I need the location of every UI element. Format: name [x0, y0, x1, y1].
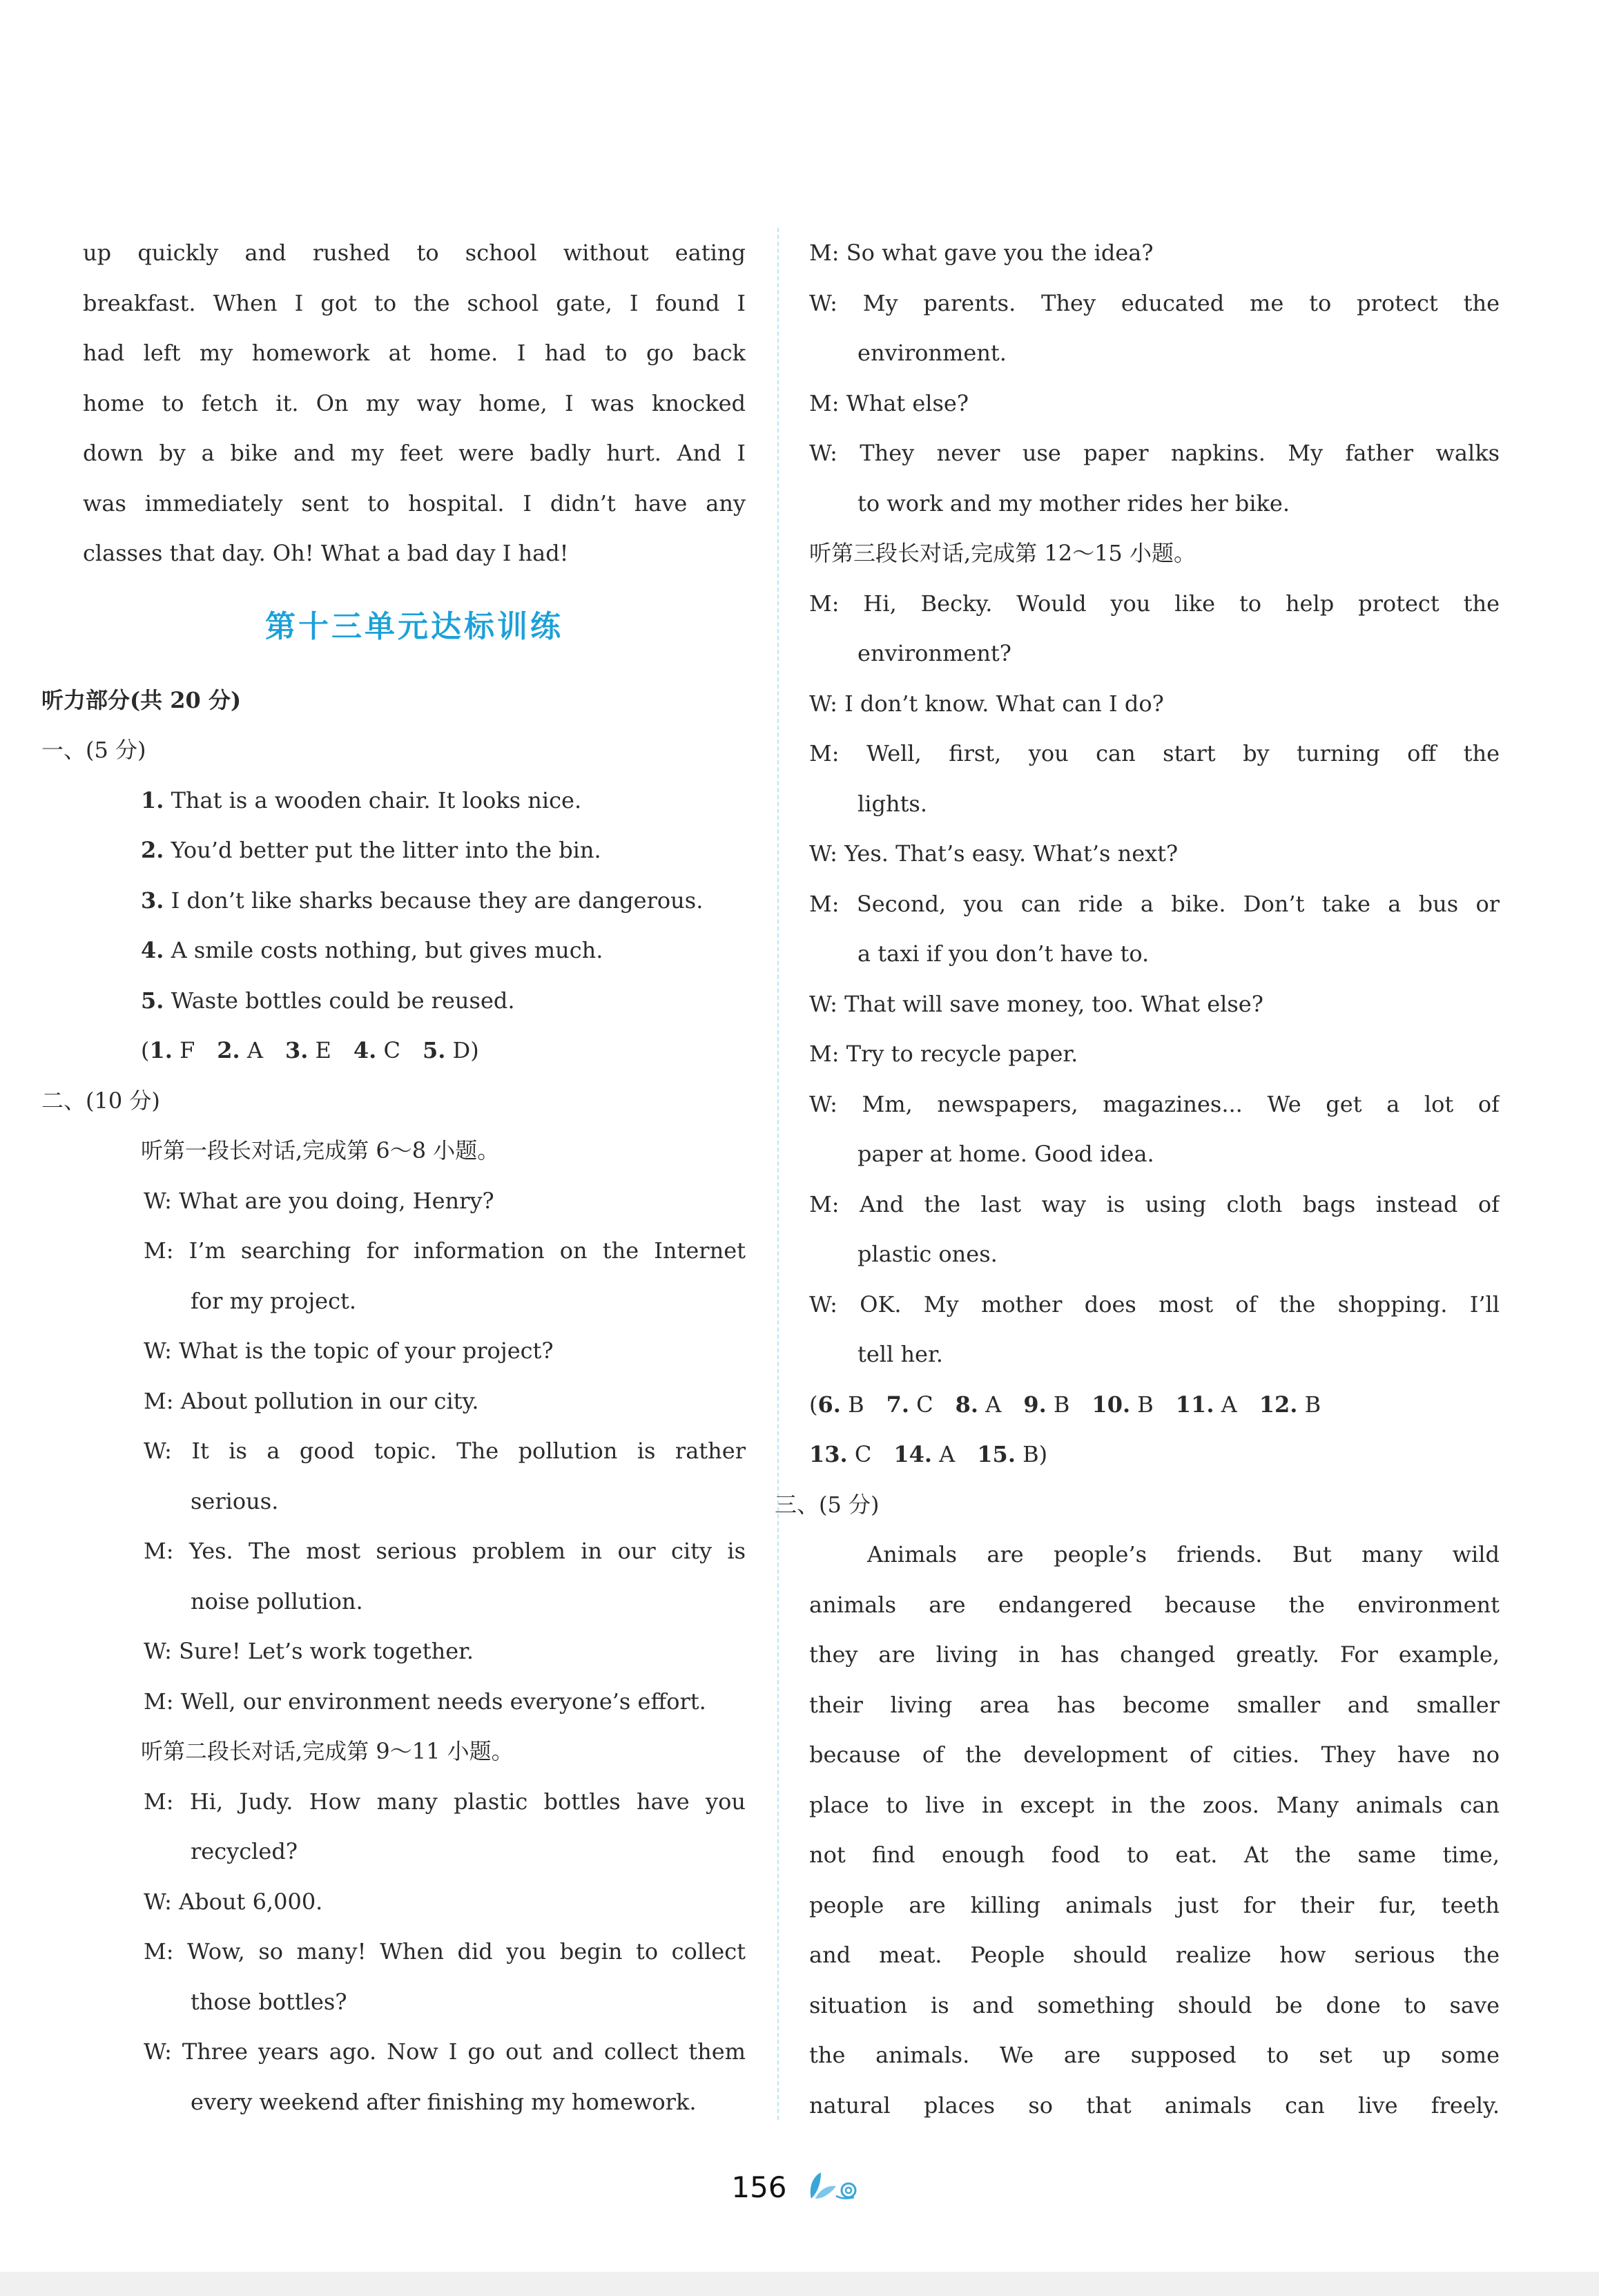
item-text: I don’t like sharks because they are dangerous. [171, 887, 704, 914]
dialogue-turn: W: That will save money, too. What else? [809, 990, 1263, 1017]
dialogue-2-left [83, 1777, 746, 2128]
column-divider [777, 228, 779, 2120]
answer-number: 10. [1092, 1391, 1131, 1418]
page-footer [0, 2168, 1599, 2206]
dialogue-continuation: noise pollution. [191, 1588, 363, 1614]
dialogue-continuation: plastic ones. [857, 1241, 998, 1267]
passage-line: situation is and something should be done to save [809, 1991, 1500, 2018]
listening-item [83, 976, 746, 1026]
answer-number: 14. [893, 1441, 932, 1467]
left-column [41, 228, 746, 2127]
dialogue-continuation: those bottles? [191, 1988, 347, 2015]
dialogue-continuation: for my project. [191, 1287, 357, 1314]
answer-letter: A [985, 1391, 1002, 1418]
passage-line: not find enough food to eat. At the same time, [809, 1842, 1500, 1868]
dialogue-continuation: serious. [191, 1487, 279, 1514]
passage-line: because of the development of cities. They have no [809, 1742, 1500, 1768]
dialogue-turn: W: I don’t know. What can I do? [809, 690, 1164, 717]
intro-line: classes that day. Oh! What a bad day I had! [83, 540, 569, 566]
page-number: 156 [731, 2170, 787, 2204]
answer-letter: A [246, 1037, 263, 1063]
dialogue-turn: M: Well, first, you can start by turning off the [809, 740, 1500, 766]
answer-letter: B [1053, 1391, 1070, 1418]
passage-line: the animals. We are supposed to set up some [809, 2042, 1500, 2068]
answer-letter: B [848, 1391, 864, 1418]
answer-letter: A [1221, 1391, 1237, 1418]
dialogue-turn: W: What are you doing, Henry? [144, 1187, 494, 1214]
answer-letter: F [180, 1037, 195, 1063]
dialogue-continuation: environment. [857, 340, 1007, 366]
dialogue-turn: W: Mm, newspapers, magazines... We get a lot of [809, 1090, 1500, 1117]
answer-letter: C [383, 1037, 400, 1063]
item-number: 4. [141, 937, 164, 963]
listening-item [83, 876, 746, 926]
answer-number: 7. [886, 1391, 909, 1418]
dialogue-continuation: lights. [857, 790, 928, 817]
dialogue-turn: M: Wow, so many! When did you begin to collect [144, 1938, 746, 1965]
dialogue-3 [809, 579, 1500, 1380]
item-number: 2. [141, 837, 164, 863]
answer-number: 1. [149, 1037, 173, 1063]
dialogue-turn: W: My parents. They educated me to protect the [809, 289, 1500, 316]
passage-line: place to live in except in the zoos. Many animals can [809, 1791, 1500, 1818]
dialogue-turn: M: Second, you can ride a bike. Don’t take a bus or [809, 890, 1500, 917]
answer-number: 6. [817, 1391, 841, 1418]
answer-letter: C [854, 1441, 872, 1467]
intro-line: had left my homework at home. I had to go back [83, 340, 746, 366]
section1-answers: (1. F 2. A 3. E 4. C 5. D) [141, 1037, 479, 1063]
unit-title: 第十三单元达标训练 [265, 608, 563, 644]
part2-intro: 听第二段长对话,完成第 9～11 小题。 [141, 1738, 514, 1764]
answer-letter: B [1304, 1391, 1321, 1418]
dialogue-turn: W: What is the topic of your project? [144, 1338, 554, 1364]
dialogue-turn: W: Three years ago. Now I go out and collect them [144, 2038, 746, 2065]
dialogue-2-right [809, 228, 1500, 528]
dialogue-continuation: tell her. [857, 1341, 943, 1367]
listening-header: 听力部分(共 20 分) [41, 686, 242, 713]
dialogue-turn: W: It is a good topic. The pollution is rather [144, 1438, 746, 1464]
answer-letter: D [452, 1037, 471, 1063]
dialogue-continuation: every weekend after finishing my homework. [191, 2088, 697, 2115]
dialogue-continuation: to work and my mother rides her bike. [857, 490, 1290, 517]
answer-letter: B [1023, 1441, 1039, 1467]
section3-passage [809, 1530, 1500, 2130]
item-text: A smile costs nothing, but gives much. [171, 937, 603, 963]
dialogue-continuation: a taxi if you don’t have to. [857, 940, 1150, 967]
answer-letter: E [315, 1037, 331, 1063]
dialogue-turn: M: About pollution in our city. [144, 1387, 479, 1414]
answer-number: 4. [353, 1037, 377, 1063]
dialogue-turn: W: They never use paper napkins. My father walks [809, 440, 1500, 466]
intro-line: up quickly and rushed to school without eating [83, 240, 746, 266]
dialogue-turn: M: I’m searching for information on the Internet [144, 1237, 746, 1264]
listening-item [83, 925, 746, 976]
section2-header: 二、(10 分) [41, 1087, 160, 1114]
section1-items [83, 775, 746, 1026]
item-text: You’d better put the litter into the bin. [171, 837, 601, 863]
dialogue-turn: M: Yes. The most serious problem in our city is [144, 1538, 746, 1564]
section1-header: 一、(5 分) [41, 737, 146, 763]
answer-letter: B [1137, 1391, 1154, 1418]
dialogue-continuation: environment? [857, 640, 1011, 666]
leaf-swirl-icon [806, 2168, 868, 2206]
dialogue-turn: M: So what gave you the idea? [809, 240, 1154, 266]
answer-number: 3. [284, 1037, 309, 1063]
answer-number: 5. [422, 1037, 446, 1063]
intro-line: down by a bike and my feet were badly hurt. And I [83, 440, 746, 466]
passage-line: natural places so that animals can live freely. [809, 2092, 1500, 2119]
listening-item [83, 775, 746, 826]
passage-line: Animals are people’s friends. But many wild [867, 1541, 1500, 1567]
passage-line: animals are endangered because the environment [809, 1591, 1500, 1618]
answer-number: 9. [1023, 1391, 1047, 1418]
answer-number: 2. [217, 1037, 240, 1063]
answer-letter: C [916, 1391, 933, 1418]
dialogue-turn: M: What else? [809, 389, 969, 416]
dialogue-turn: M: Hi, Judy. How many plastic bottles have you [144, 1788, 746, 1815]
intro-line: home to fetch it. On my way home, I was knocked [83, 389, 746, 416]
answer-number: 15. [977, 1441, 1016, 1467]
dialogue-turn: M: Hi, Becky. Would you like to help protect the [809, 590, 1500, 617]
intro-paragraph [83, 228, 746, 579]
answers-line-2: 13. C 14. A 15. B) [809, 1441, 1048, 1467]
passage-line: people are killing animals just for their fur, teeth [809, 1891, 1500, 1918]
item-text: That is a wooden chair. It looks nice. [171, 787, 582, 813]
passage-line: their living area has become smaller and smaller [809, 1691, 1500, 1718]
answer-number: 8. [955, 1391, 979, 1418]
part3-intro: 听第三段长对话,完成第 12～15 小题。 [809, 540, 1196, 566]
dialogue-continuation: paper at home. Good idea. [857, 1141, 1154, 1167]
answer-number: 11. [1175, 1391, 1214, 1418]
dialogue-turn: W: OK. My mother does most of the shopping. I’ll [809, 1291, 1500, 1318]
answer-number: 13. [809, 1441, 848, 1467]
dialogue-turn: W: Yes. That’s easy. What’s next? [809, 840, 1179, 867]
part1-intro: 听第一段长对话,完成第 6～8 小题。 [141, 1137, 500, 1164]
item-number: 1. [141, 787, 164, 813]
item-number: 3. [141, 887, 164, 914]
dialogue-turn: M: Try to recycle paper. [809, 1041, 1078, 1067]
item-number: 5. [141, 987, 164, 1014]
item-text: Waste bottles could be reused. [171, 987, 515, 1014]
answer-number: 12. [1259, 1391, 1298, 1418]
passage-line: they are living in has changed greatly. For example, [809, 1641, 1500, 1668]
dialogue-1 [83, 1176, 746, 1727]
dialogue-turn: W: About 6,000. [144, 1888, 323, 1915]
listening-item [83, 825, 746, 876]
answers-line-1: (6. B 7. C 8. A 9. B 10. B 11. A 12. B [809, 1391, 1321, 1418]
right-column [775, 228, 1500, 2130]
dialogue-continuation: recycled? [191, 1838, 298, 1864]
dialogue-turn: M: Well, our environment needs everyone’s effort. [144, 1688, 706, 1715]
passage-line: and meat. People should realize how serious the [809, 1942, 1500, 1968]
intro-line: breakfast. When I got to the school gate, I found I [83, 289, 746, 316]
dialogue-turn: W: Sure! Let’s work together. [144, 1638, 474, 1664]
section3-header: 三、(5 分) [775, 1491, 880, 1518]
bottom-band [0, 2272, 1599, 2296]
dialogue-turn: M: And the last way is using cloth bags instead of [809, 1190, 1500, 1217]
intro-line: was immediately sent to hospital. I didn’t have any [83, 490, 746, 517]
answer-letter: A [939, 1441, 956, 1467]
